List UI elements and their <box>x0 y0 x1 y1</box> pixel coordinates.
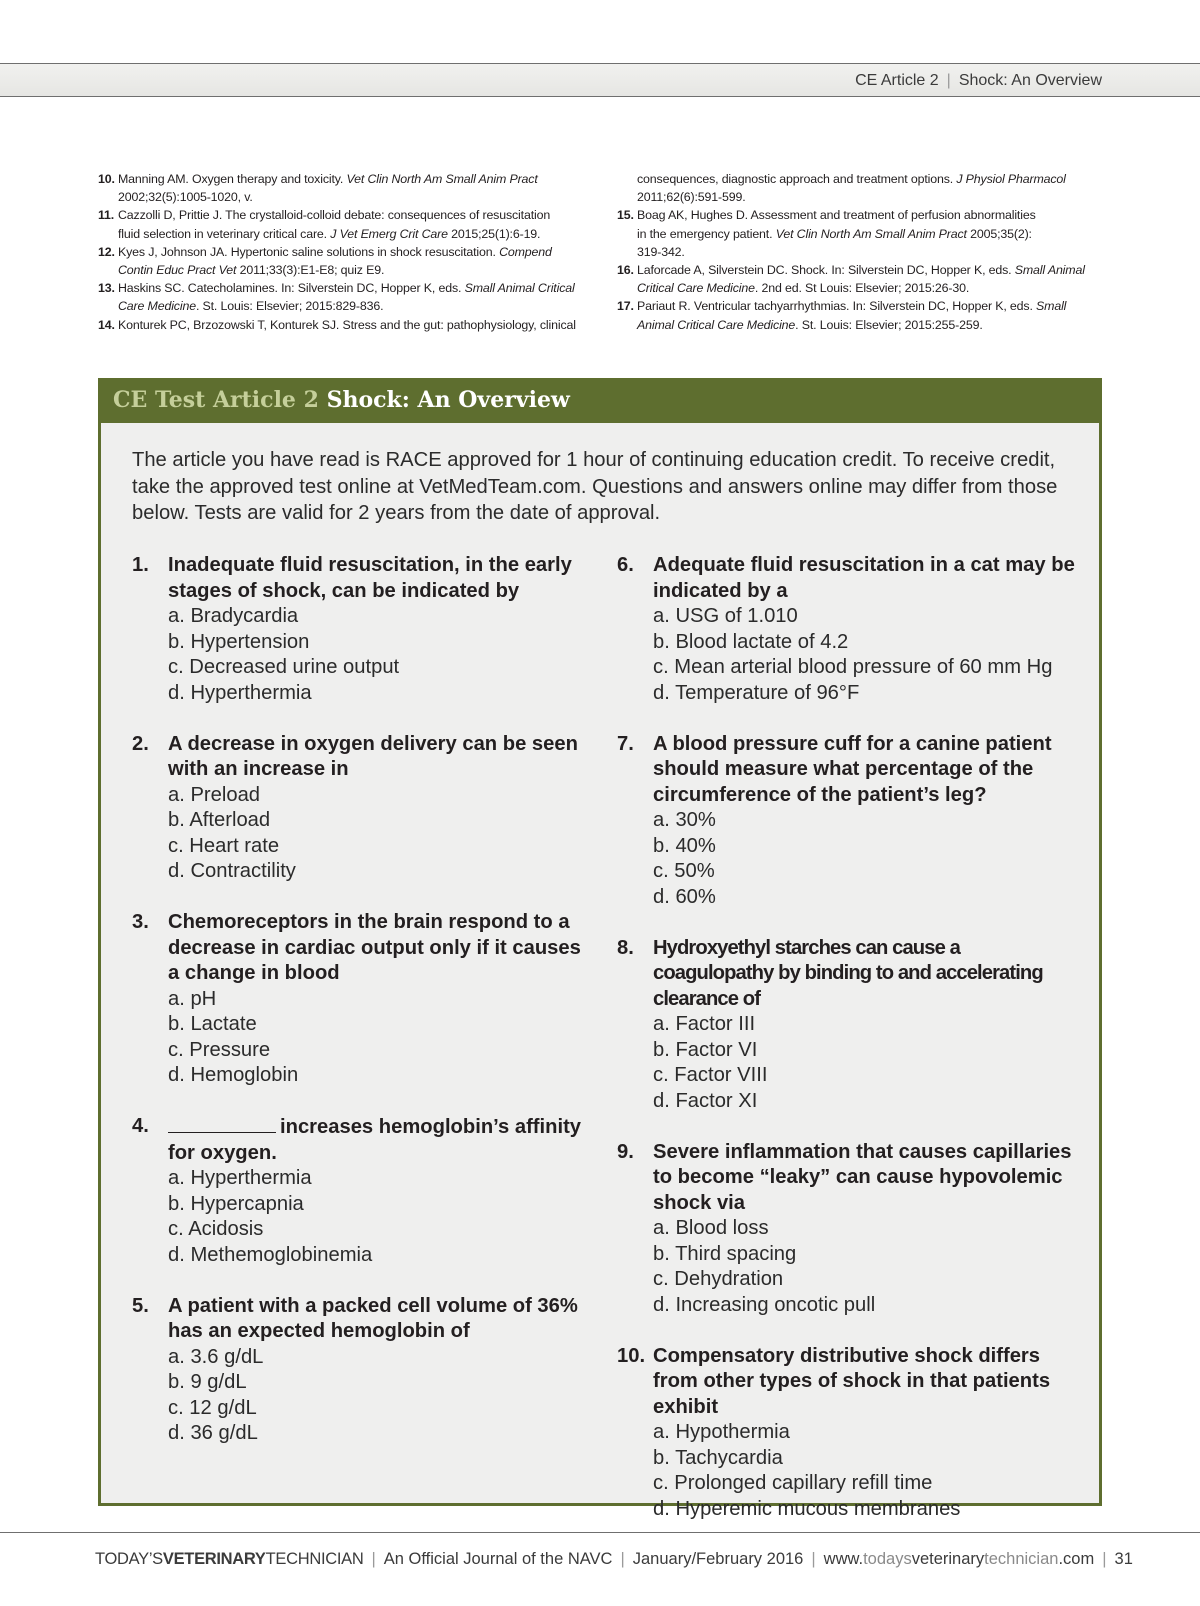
question-item: 4. increases hemoglobin’s affinity for oxygen. a. Hyperthermia b. Hypercapnia c. Acidosis d. Methemoglobinemia <box>132 1114 582 1268</box>
question-item: 7. A blood pressure cuff for a canine patient should measure what percentage of the circumference of the patient’s leg? a. 30% b. 40% c. 50% d. 60% <box>617 732 1079 911</box>
header-title: Shock: An Overview <box>958 72 1102 89</box>
answer-option: a. Hypothermia <box>653 1421 790 1443</box>
answer-option: d. 60% <box>653 885 716 908</box>
answer-option: c. 12 g/dL <box>168 1396 257 1419</box>
reference-item: 11. Cazzolli D, Prittie J. The crystalloid-colloid debate: consequences of resuscitation fluid selection in veterinary critical care. J Vet Emerg Crit Care 2015;25(1):6-19. <box>98 208 551 241</box>
header-article: CE Article 2 <box>855 72 939 89</box>
answer-option: d. Hyperthermia <box>168 681 312 704</box>
question-item: 1. Inadequate fluid resuscitation, in the early stages of shock, can be indicated by a. Bradycardia b. Hypertension c. Decreased urine output d. Hyperthermia <box>132 553 582 706</box>
footer-divider <box>0 1532 1200 1533</box>
journal-tagline: An Official Journal of the NAVC <box>383 1550 613 1568</box>
reference-item: 12. Kyes J, Johnson JA. Hypertonic saline solutions in shock resuscitation. Compend Contin Educ Pract Vet 2011;33(3):E1-E8; quiz E9. <box>98 244 552 278</box>
answer-option: a. Bradycardia <box>168 605 299 627</box>
answer-option: c. Factor VIII <box>653 1064 768 1086</box>
running-header-text <box>855 72 1102 90</box>
answer-option: a. Preload <box>168 783 261 806</box>
answer-option: b. 40% <box>653 834 716 857</box>
answer-option: c. Pressure <box>168 1038 271 1061</box>
question-text: Adequate fluid resuscitation in a cat may be indicated by a <box>653 554 1075 602</box>
reference-item: 15. Boag AK, Hughes D. Assessment and treatment of perfusion abnormalities in the emergency patient. Vet Clin North Am Small Anim Pract 2005;35(2): 319-342. <box>617 208 1036 259</box>
reference-item: 14. Konturek PC, Brzozowski T, Konturek SJ. Stress and the gut: pathophysiology, clinical <box>98 317 576 332</box>
answer-option: b. Blood lactate of 4.2 <box>653 630 849 653</box>
answer-option: c. Decreased urine output <box>168 656 400 678</box>
question-text: Hydroxyethyl starches can cause a coagulopathy by binding to and accelerating clearance of <box>653 936 1043 1010</box>
reference-item: 10. Manning AM. Oxygen therapy and toxicity. Vet Clin North Am Small Anim Pract 2002;32(5):1005-1020, v. <box>98 172 538 205</box>
question-item: 6. Adequate fluid resuscitation in a cat may be indicated by a a. USG of 1.010 b. Blood lactate of 4.2 c. Mean arterial blood pressure of 60 mm Hg d. Temperature of 96°F <box>617 553 1079 706</box>
question-item: 2. A decrease in oxygen delivery can be seen with an increase in a. Preload b. Afterload c. Heart rate d. Contractility <box>132 732 582 885</box>
answer-option: b. Hypertension <box>168 630 310 653</box>
answer-option: b. Afterload <box>168 809 271 831</box>
ce-test-label: CE Test Article 2 <box>113 387 319 413</box>
answer-option: c. Mean arterial blood pressure of 60 mm Hg <box>653 656 1053 678</box>
issue-date: January/February 2016 <box>632 1550 804 1568</box>
reference-item: 16. Laforcade A, Silverstein DC. Shock. In: Silverstein DC, Hopper K, eds. Small Animal Critical Care Medicine. 2nd ed. St Louis: Elsevier; 2015:26-30. <box>617 263 1085 296</box>
answer-option: c. Acidosis <box>168 1218 264 1240</box>
question-item: 9. Severe inflammation that causes capillaries to become “leaky” can cause hypovolemic shock via a. Blood loss b. Third spacing c. Dehydration d. Increasing oncotic pull <box>617 1140 1079 1319</box>
answer-option: b. Factor VI <box>653 1038 758 1061</box>
question-text: increases hemoglobin’s affinity for oxygen. <box>168 1116 582 1164</box>
question-text: A blood pressure cuff for a canine patient should measure what percentage of the circumference of the patient’s leg? <box>653 732 1052 806</box>
question-text: Compensatory distributive shock differs from other types of shock in that patients exhibit <box>653 1344 1051 1418</box>
question-text: A patient with a packed cell volume of 36% has an expected hemoglobin of <box>168 1294 578 1342</box>
reference-item: 13. Haskins SC. Catecholamines. In: Silverstein DC, Hopper K, eds. Small Animal Critical Care Medicine. St. Louis: Elsevier; 2015:829-836. <box>98 281 575 314</box>
answer-option: d. Hemoglobin <box>168 1064 299 1086</box>
question-text: Inadequate fluid resuscitation, in the early stages of shock, can be indicated by <box>168 554 572 602</box>
journal-brand: TODAY’SVETERINARYTECHNICIAN <box>95 1550 364 1568</box>
page-number: 31 <box>1114 1550 1133 1568</box>
answer-option: c. Heart rate <box>168 834 280 857</box>
answer-option: d. Contractility <box>168 860 296 882</box>
reference-item: 17. Pariaut R. Ventricular tachyarrhythmias. In: Silverstein DC, Hopper K, eds. Small Animal Critical Care Medicine. St. Louis: Elsevier; 2015:255-259. <box>617 299 1067 332</box>
question-item: 10. Compensatory distributive shock differs from other types of shock in that patients exhibit a. Hypothermia b. Tachycardia c. Prolonged capillary refill time d. Hyperemic mucous membranes <box>617 1344 1079 1523</box>
answer-option: a. Hyperthermia <box>168 1167 312 1189</box>
questions-left-column <box>132 553 582 1472</box>
question-text: Chemoreceptors in the brain respond to a decrease in cardiac output only if it causes a change in blood <box>168 911 581 984</box>
answer-option: d. Factor XI <box>653 1089 758 1112</box>
answer-option: d. Increasing oncotic pull <box>653 1293 876 1316</box>
answer-blank <box>168 1114 276 1133</box>
answer-option: a. Factor III <box>653 1013 756 1035</box>
answer-option: b. Tachycardia <box>653 1446 783 1469</box>
question-item: 3. Chemoreceptors in the brain respond to a decrease in cardiac output only if it causes a change in blood a. pH b. Lactate c. Pressure d. Hemoglobin <box>132 910 582 1089</box>
answer-option: d. Temperature of 96°F <box>653 681 860 704</box>
answer-option: b. 9 g/dL <box>168 1371 247 1393</box>
answer-option: d. Methemoglobinemia <box>168 1243 373 1266</box>
ce-test-intro: The article you have read is RACE approved for 1 hour of continuing education credit. To receive credit, take the approved test online at VetMedTeam.com. Questions and answers online may differ from those below. Tests are valid for 2 years from the date of approval. <box>132 449 1058 524</box>
question-text: Severe inflammation that causes capillaries to become “leaky” can cause hypovolemic shock via <box>653 1140 1072 1214</box>
answer-option: c. Dehydration <box>653 1268 784 1290</box>
header-divider: | <box>946 72 951 89</box>
question-item: 8. Hydroxyethyl starches can cause a coagulopathy by binding to and accelerating clearance of a. Factor III b. Factor VI c. Factor VIII d. Factor XI <box>617 936 1079 1115</box>
answer-option: d. Hyperemic mucous membranes <box>653 1497 961 1520</box>
ce-test-title: Shock: An Overview <box>326 387 570 413</box>
answer-option: b. Lactate <box>168 1013 257 1035</box>
question-text: A decrease in oxygen delivery can be seen with an increase in <box>168 732 578 780</box>
website-link[interactable]: www.todaysveterinarytechnician.com <box>823 1550 1095 1568</box>
ce-test-heading <box>101 381 1099 423</box>
reference-continuation: consequences, diagnostic approach and treatment options. J Physiol Pharmacol 2011;62(6):591-599. <box>637 172 1066 205</box>
ce-test-box <box>98 378 1102 1520</box>
answer-option: c. Prolonged capillary refill time <box>653 1472 933 1494</box>
answer-option: c. 50% <box>653 860 715 882</box>
answer-option: b. Hypercapnia <box>168 1192 304 1215</box>
answer-option: a. 3.6 g/dL <box>168 1345 264 1368</box>
answer-option: a. USG of 1.010 <box>653 605 798 627</box>
answer-option: b. Third spacing <box>653 1242 797 1265</box>
references-right <box>614 170 1094 334</box>
answer-option: a. 30% <box>653 809 716 831</box>
answer-option: a. Blood loss <box>653 1217 769 1239</box>
questions-right-column <box>617 553 1079 1548</box>
answer-option: a. pH <box>168 987 217 1010</box>
references-left <box>98 170 588 334</box>
page-footer: TODAY’SVETERINARYTECHNICIAN | An Official Journal of the NAVC | January/February 2016 | www.todaysveterinarytechnician.com | 31 <box>95 1550 1133 1568</box>
question-item: 5. A patient with a packed cell volume of 36% has an expected hemoglobin of a. 3.6 g/dL b. 9 g/dL c. 12 g/dL d. 36 g/dL <box>132 1294 582 1447</box>
answer-option: d. 36 g/dL <box>168 1422 258 1444</box>
running-header <box>0 63 1200 97</box>
